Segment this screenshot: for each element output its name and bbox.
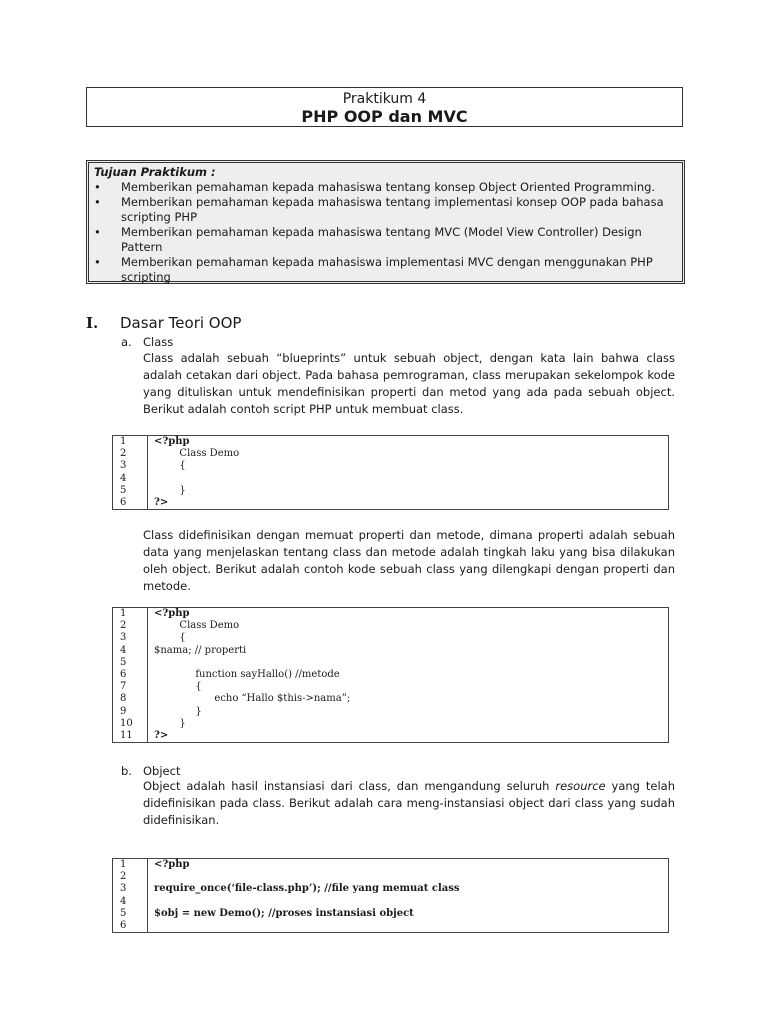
code-text [148,473,668,485]
line-number: 6 [113,497,148,509]
code-text: } [154,484,186,496]
objectives-box [86,160,685,284]
code-line [113,448,668,460]
code-line [113,669,668,681]
code-text: } [154,705,202,717]
object-paragraph: Object adalah hasil instansiasi dari class, dan mengandung seluruh resource yang telah didefinisikan pada class. Berikut adalah cara meng-instansiasi object dari class yang sudah didefinisikan. [143,779,676,827]
section-title: Dasar Teori OOP [120,314,242,332]
line-number: 3 [113,632,148,644]
practicum-number: Praktikum 4 [342,91,427,107]
bullet-icon: • [94,195,101,209]
objective-item: • Memberikan pemahaman kepada mahasiswa tentang konsep Object Oriented Programming. [94,180,656,194]
line-number: 1 [113,608,148,620]
line-number: 3 [113,460,148,472]
code-text: { [154,681,202,693]
line-number: 4 [113,473,148,485]
code-line [113,896,668,908]
code-text [148,657,668,669]
subsection-object: b. Object [121,764,181,778]
code-text: function sayHallo() //metode [154,668,340,680]
code-text: echo “Hallo $this->nama”; [154,693,351,705]
class-paragraph-2: Class didefinisikan dengan memuat properti dan metode, dimana properti adalah sebuah data yang menjelaskan tentang class dan metode adalah tingkah laku yang bisa dilakukan oleh object. Berikut adalah contoh kode sebuah class yang dilengkapi dengan properti dan metode. [143,528,675,593]
code-text: ?> [154,729,169,741]
line-number: 5 [113,657,148,669]
subsection-class: a. Class [121,335,174,349]
line-number: 11 [113,730,148,742]
code-line [113,681,668,693]
code-text: require_once(‘file-class.php’); //file yang memuat class [154,883,460,895]
code-block-2 [112,607,669,743]
line-number: 4 [113,645,148,657]
code-line [113,436,668,448]
code-text: $obj = new Demo(); //proses instansiasi object [154,907,414,919]
section-number: I. [86,314,99,332]
line-number: 6 [113,669,148,681]
line-number: 4 [113,896,148,908]
line-number: 1 [113,436,148,448]
code-line [113,485,668,497]
code-text [148,896,668,908]
objective-item: • Memberikan pemahaman kepada mahasiswa implementasi MVC dengan menggunakan PHP scripting [94,255,653,284]
code-text [148,871,668,883]
code-block-3 [112,858,669,933]
line-number: 9 [113,706,148,718]
code-text: <?php [154,608,190,619]
code-line [113,620,668,632]
code-line [113,908,668,920]
objectives-heading: Tujuan Praktikum : [94,165,216,179]
code-text: $nama; // properti [154,644,247,656]
line-number: 1 [113,859,148,871]
line-number: 3 [113,883,148,895]
line-number: 2 [113,871,148,883]
line-number: 7 [113,681,148,693]
code-text: { [154,460,186,472]
code-text: <?php [154,859,190,870]
code-line [113,859,668,871]
line-number: 10 [113,718,148,730]
code-line [113,632,668,644]
code-block-1 [112,435,669,510]
line-number: 8 [113,693,148,705]
code-line [113,871,668,883]
line-number: 5 [113,908,148,920]
section-heading [86,314,241,332]
code-line [113,473,668,485]
code-text: Class Demo [154,448,240,460]
line-number: 2 [113,620,148,632]
objective-item: • Memberikan pemahaman kepada mahasiswa tentang implementasi konsep OOP pada bahasa scripting PHP [94,195,664,224]
line-number: 6 [113,920,148,932]
bullet-icon: • [94,180,101,194]
bullet-icon: • [94,225,101,239]
code-line [113,718,668,730]
code-line [113,497,668,509]
title-box [86,87,683,127]
line-number: 2 [113,448,148,460]
line-number: 5 [113,485,148,497]
code-line [113,693,668,705]
practicum-title: PHP OOP dan MVC [301,107,468,126]
bullet-icon: • [94,255,101,269]
code-text: <?php [154,436,190,447]
class-paragraph-1: Class adalah sebuah “blueprints” untuk sebuah object, dengan kata lain bahwa class adalah cetakan dari object. Pada bahasa pemrograman, class merupakan sekelompok kode yang dituliskan untuk mendefinisikan properti dan metod yang ada pada sebuah object. Berikut adalah contoh script PHP untuk membuat class. [143,351,675,416]
code-text: ?> [154,496,169,508]
code-line [113,706,668,718]
code-line [113,645,668,657]
objectives-list [94,180,676,285]
code-text: Class Demo [154,620,240,632]
code-line [113,657,668,669]
code-line [113,883,668,895]
code-text: } [154,717,186,729]
objective-item: • Memberikan pemahaman kepada mahasiswa tentang MVC (Model View Controller) Design Pattern [94,225,642,254]
code-line [113,730,668,742]
code-line [113,460,668,472]
code-text: { [154,632,186,644]
code-text [148,920,668,932]
code-line [113,608,668,620]
code-line [113,920,668,932]
